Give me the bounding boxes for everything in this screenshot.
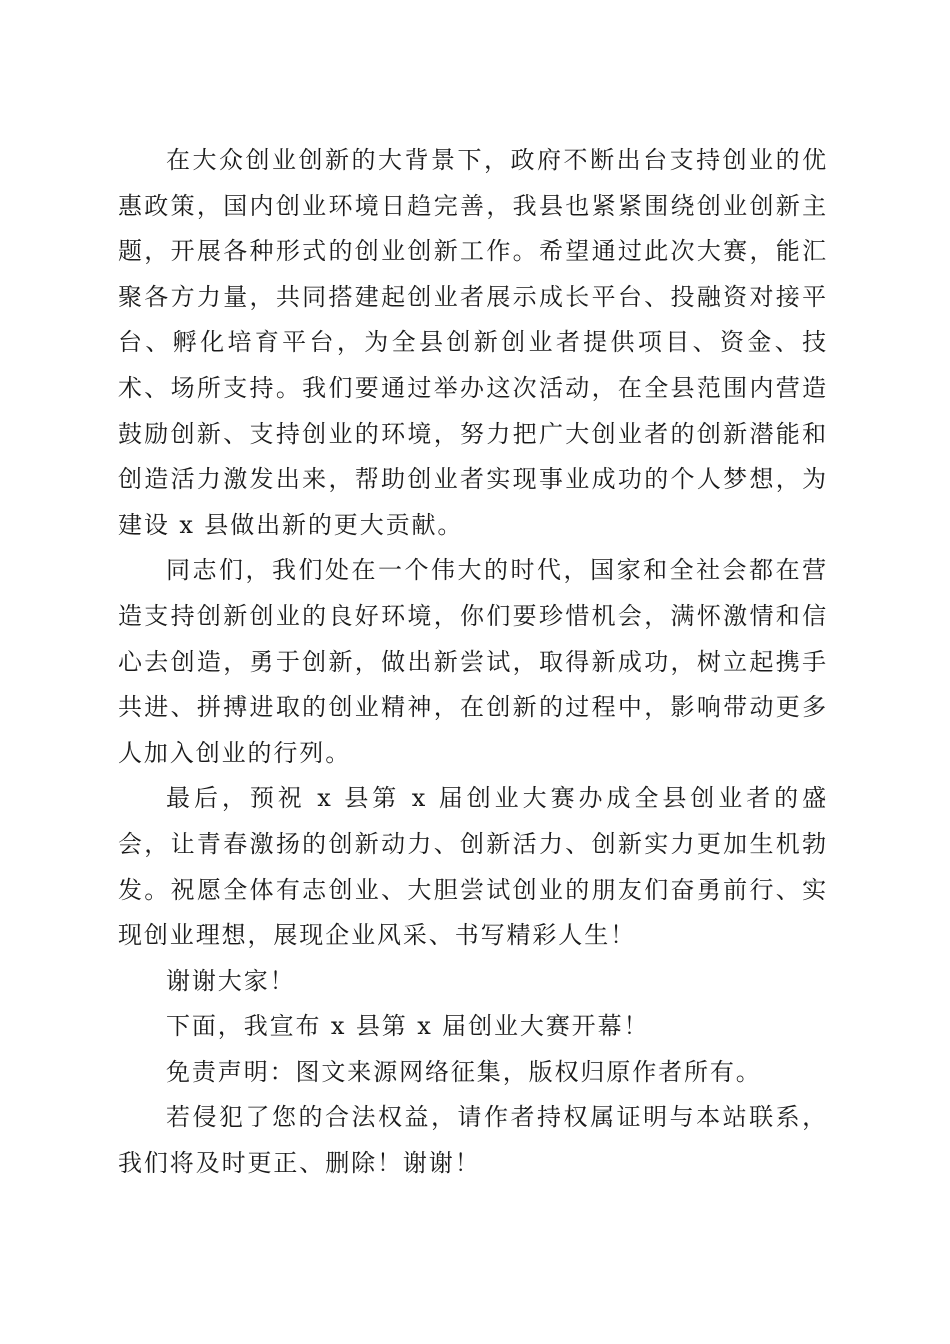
- paragraph-thanks: 谢谢大家！: [166, 966, 296, 995]
- paragraph-policy-background: 在大众创业创新的大背景下，政府不断出台支持创业的优惠政策，国内创业环境日趋完善，我县也紧紧围绕创业创新主题，开展各种形式的创业创新工作。希望通过此次大赛，能汇聚各方力量，共同搭建起创业者展示成长平台、投融资对接平台、孵化培育平台，为全县创新创业者提供项目、资金、技术、场所支持。我们要通过举办这次活动，在全县范围内营造鼓励创新、支持创业的环境，努力把广大创业者的创新潜能和创造活力激发出来，帮助创业者实现事业成功的个人梦想，为建设 x 县做出新的更大贡献。: [118, 146, 828, 539]
- paragraph-closing-wishes: 最后，预祝 x 县第 x 届创业大赛办成全县创业者的盛会，让青春激扬的创新动力、创新活力、创新实力更加生机勃发。祝愿全体有志创业、大胆尝试创业的朋友们奋勇前行、实现创业理想，展现企业风采、书写精彩人生！: [118, 784, 828, 950]
- document-body: [118, 138, 828, 1187]
- paragraph-comrades: 同志们，我们处在一个伟大的时代，国家和全社会都在营造支持创新创业的良好环境，你们要珍惜机会，满怀激情和信心去创造，勇于创新，做出新尝试，取得新成功，树立起携手共进、拼搏进取的创业精神，在创新的过程中，影响带动更多人加入创业的行列。: [118, 556, 828, 767]
- paragraph-infringement-notice: 若侵犯了您的合法权益，请作者持权属证明与本站联系，我们将及时更正、删除！谢谢！: [118, 1103, 828, 1178]
- paragraph-disclaimer: 免责声明：图文来源网络征集，版权归原作者所有。: [166, 1057, 762, 1086]
- paragraph-opening-announcement: 下面，我宣布 x 县第 x 届创业大赛开幕！: [166, 1012, 650, 1041]
